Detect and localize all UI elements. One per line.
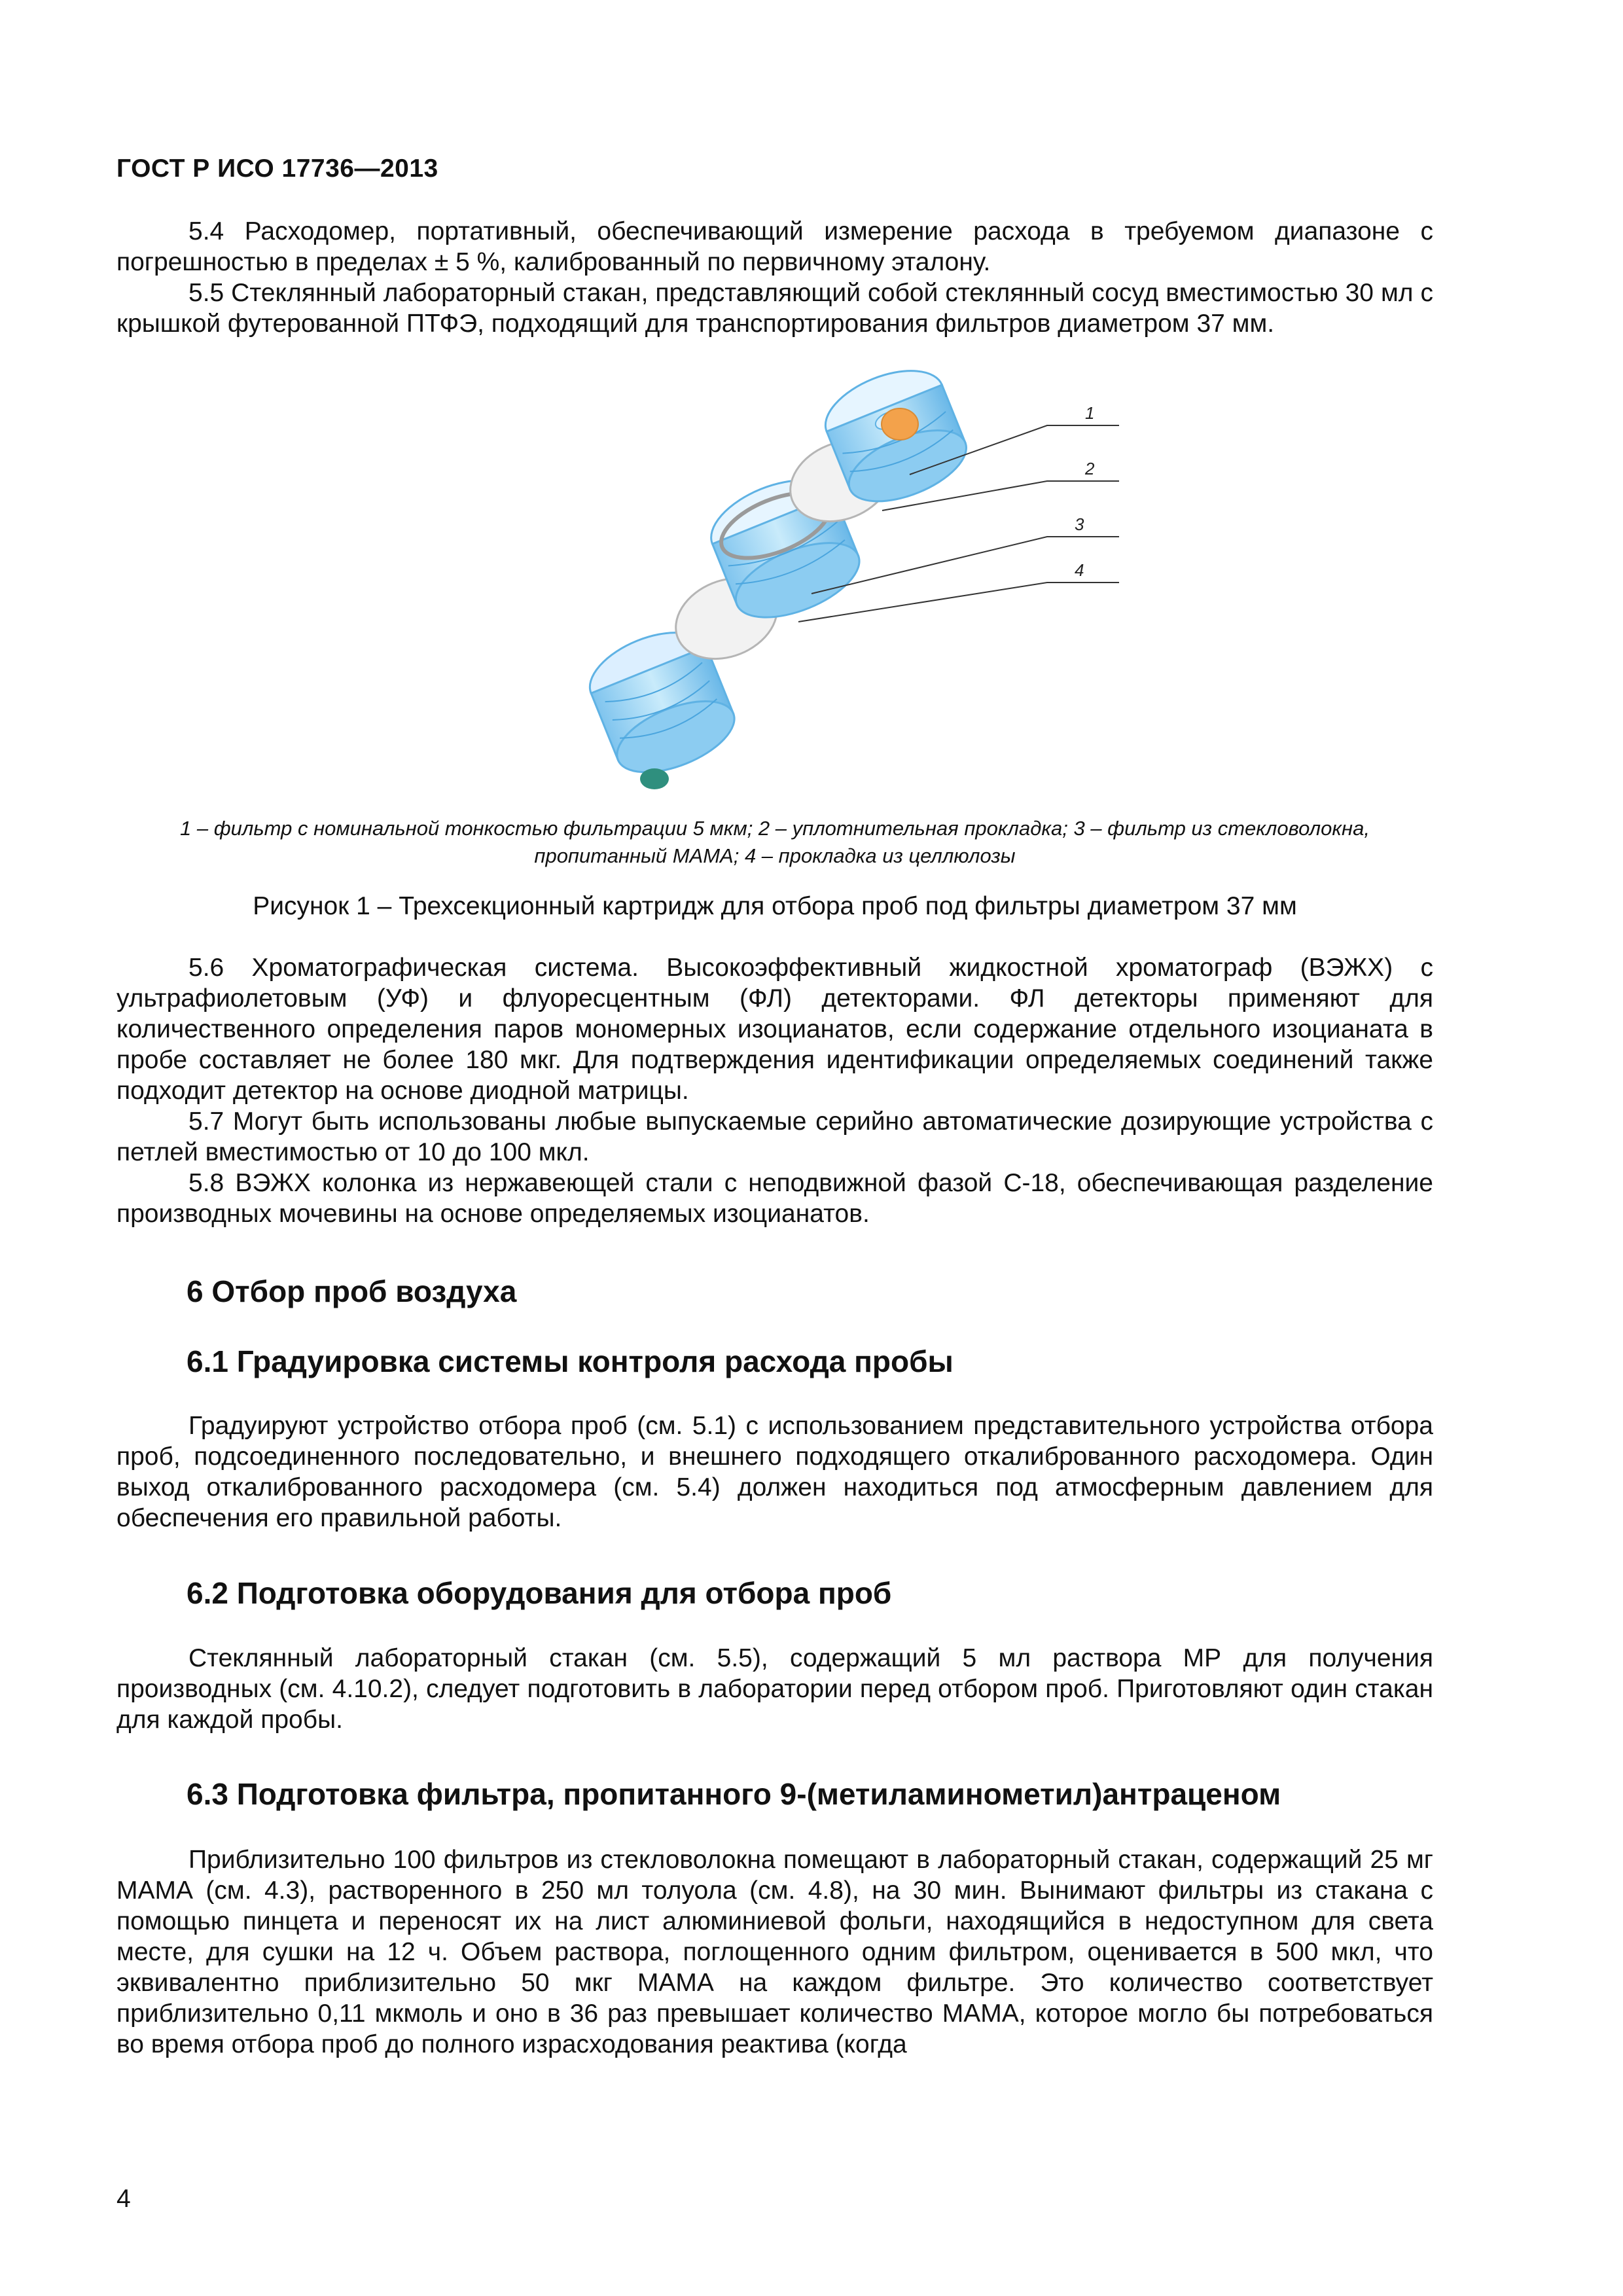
paragraphs-5	[116, 952, 1433, 1229]
paragraph-6-1: Градуируют устройство отбора проб (см. 5.1) с использованием представительного устройства отбора проб, подсоединенного последовательно, и внешнего подходящего откалиброванного расходомера. Один выход откалиброванного расходомера (см. 5.4) должен находиться под атмосферным давлением для обеспечения его правильной работы.	[116, 1412, 1433, 1532]
paragraph-6-3: Приблизительно 100 фильтров из стекловолокна помещают в лабораторный стакан, содержащий 25 мг МАМА (см. 4.3), растворенного в 250 мл толуола (см. 4.8), на 30 мин. Вынимают фильтры из стакана с помощью пинцета и переносят их на лист алюминиевой фольги, находящийся в недоступном для света месте, для сушки на 12 ч. Объем раствора, поглощенного одним фильтром, оценивается в 500 мкл, что эквивалентно приблизительно 50 мкг МАМА на каждом фильтре. Это количество соответствует приблизительно 0,11 мкмоль и оно в 36 раз превышает количество МАМА, которое могло бы потребоваться во время отбора проб до полного израсходования реактива (когда	[116, 1846, 1433, 2058]
paragraph-5-4: 5.4 Расходомер, портативный, обеспечивающий измерение расхода в требуемом диапазоне с погрешностью в пределах ± 5 %, калиброванный по первичному эталону.	[116, 217, 1433, 276]
callout-2: 2	[1085, 459, 1095, 478]
section-6-title: 6 Отбор проб воздуха	[187, 1274, 517, 1308]
paragraph-5-5: 5.5 Стеклянный лабораторный стакан, представляющий собой стеклянный сосуд вместимостью 30 мл с крышкой футерованной ПТФЭ, подходящий для транспортирования фильтров диаметром 37 мм.	[116, 279, 1433, 338]
callout-3: 3	[1075, 514, 1084, 534]
callout-4: 4	[1075, 560, 1084, 580]
section-6-2-title: 6.2 Подготовка оборудования для отбора проб	[187, 1576, 892, 1610]
section-6-3-title: 6.3 Подготовка фильтра, пропитанного 9-(метиламинометил)антраценом	[187, 1777, 1281, 1811]
bottom-cap-icon	[640, 768, 669, 789]
section-6-2-body	[116, 1643, 1433, 1735]
section-6-1-title: 6.1 Градуировка системы контроля расхода пробы	[187, 1344, 954, 1378]
paragraph-6-2: Стеклянный лабораторный стакан (см. 5.5), содержащий 5 мл раствора МР для получения производных (см. 4.10.2), следует подготовить в лаборатории перед отбором проб. Приготовляют один стакан для каждой пробы.	[116, 1644, 1433, 1734]
cartridge-figure	[589, 393, 1095, 798]
figure-title: Рисунок 1 – Трехсекционный картридж для отбора проб под фильтры диаметром 37 мм	[253, 892, 1297, 920]
callout-1: 1	[1085, 403, 1095, 423]
section-6-3-body	[116, 1844, 1433, 2060]
page-number: 4	[116, 2185, 131, 2213]
paragraph-5-6: 5.6 Хроматографическая система. Высокоэффективный жидкостной хроматограф (ВЭЖХ) с ультрафиолетовым (УФ) и флуоресцентным (ФЛ) детекторами. ФЛ детекторы применяют для количественного определения паров мономерных изоцианатов, если содержание отдельного изоцианата в пробе составляет не более 180 мкг. Для подтверждения идентификации определяемых соединений также подходит детектор на основе диодной матрицы.	[116, 954, 1433, 1105]
section-6-1-body	[116, 1410, 1433, 1534]
figure-legend: 1 – фильтр с номинальной тонкостью фильтрации 5 мкм; 2 – уплотнительная прокладка; 3 – фильтр из стекловолокна, пропитанный МАМА; 4 – прокладка из целлюлозы	[180, 817, 1370, 867]
paragraph-5-8: 5.8 ВЭЖХ колонка из нержавеющей стали с неподвижной фазой С-18, обеспечивающая разделение производных мочевины на основе определяемых изоцианатов.	[116, 1169, 1433, 1228]
paragraph-5-7: 5.7 Могут быть использованы любые выпускаемые серийно автоматические дозирующие устройства с петлей вместимостью от 10 до 100 мкл.	[116, 1107, 1433, 1166]
intro-paragraphs	[116, 216, 1433, 339]
document-header: ГОСТ Р ИСО 17736—2013	[116, 154, 438, 183]
top-cap-icon	[882, 408, 918, 440]
